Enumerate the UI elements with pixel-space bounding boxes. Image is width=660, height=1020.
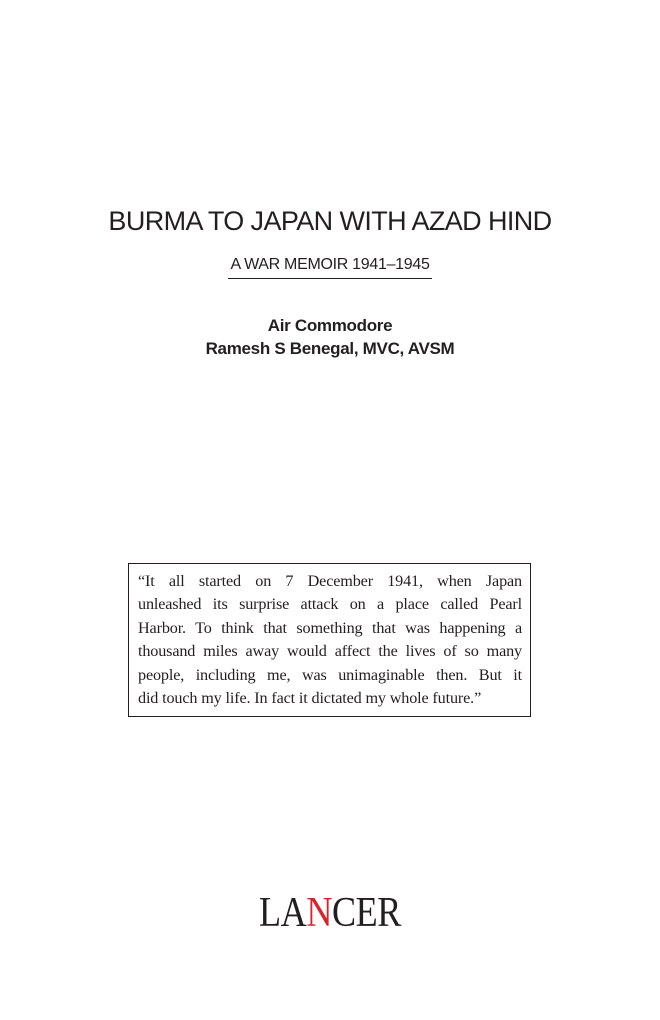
epigraph-quote <box>138 570 522 710</box>
book-subtitle: A WAR MEMOIR 1941–1945 <box>228 254 431 279</box>
subtitle-container <box>0 254 660 279</box>
quote-line: Harbor. To think that something that was happening a <box>138 618 522 637</box>
quote-line: unleashed its surprise attack on a place called Pearl <box>138 595 522 614</box>
author-block <box>0 314 660 360</box>
publisher-logo <box>46 888 614 938</box>
book-title: BURMA TO JAPAN WITH AZAD HIND <box>108 206 552 236</box>
quote-line: people, including me, was unimaginable then. But it <box>138 665 522 684</box>
quote-line: did touch my life. In fact it dictated my whole future.” <box>138 689 482 708</box>
logo-text-end: CER <box>332 890 401 936</box>
quote-line: thousand miles away would affect the lives of so many <box>138 642 522 661</box>
quote-line: “It all started on 7 December 1941, when Japan <box>138 572 522 590</box>
epigraph-box <box>128 563 531 717</box>
author-name: Ramesh S Benegal, MVC, AVSM <box>205 339 455 358</box>
logo-text-start: LA <box>259 890 307 936</box>
author-rank: Air Commodore <box>267 316 393 335</box>
logo-text-accent: N <box>306 890 333 936</box>
